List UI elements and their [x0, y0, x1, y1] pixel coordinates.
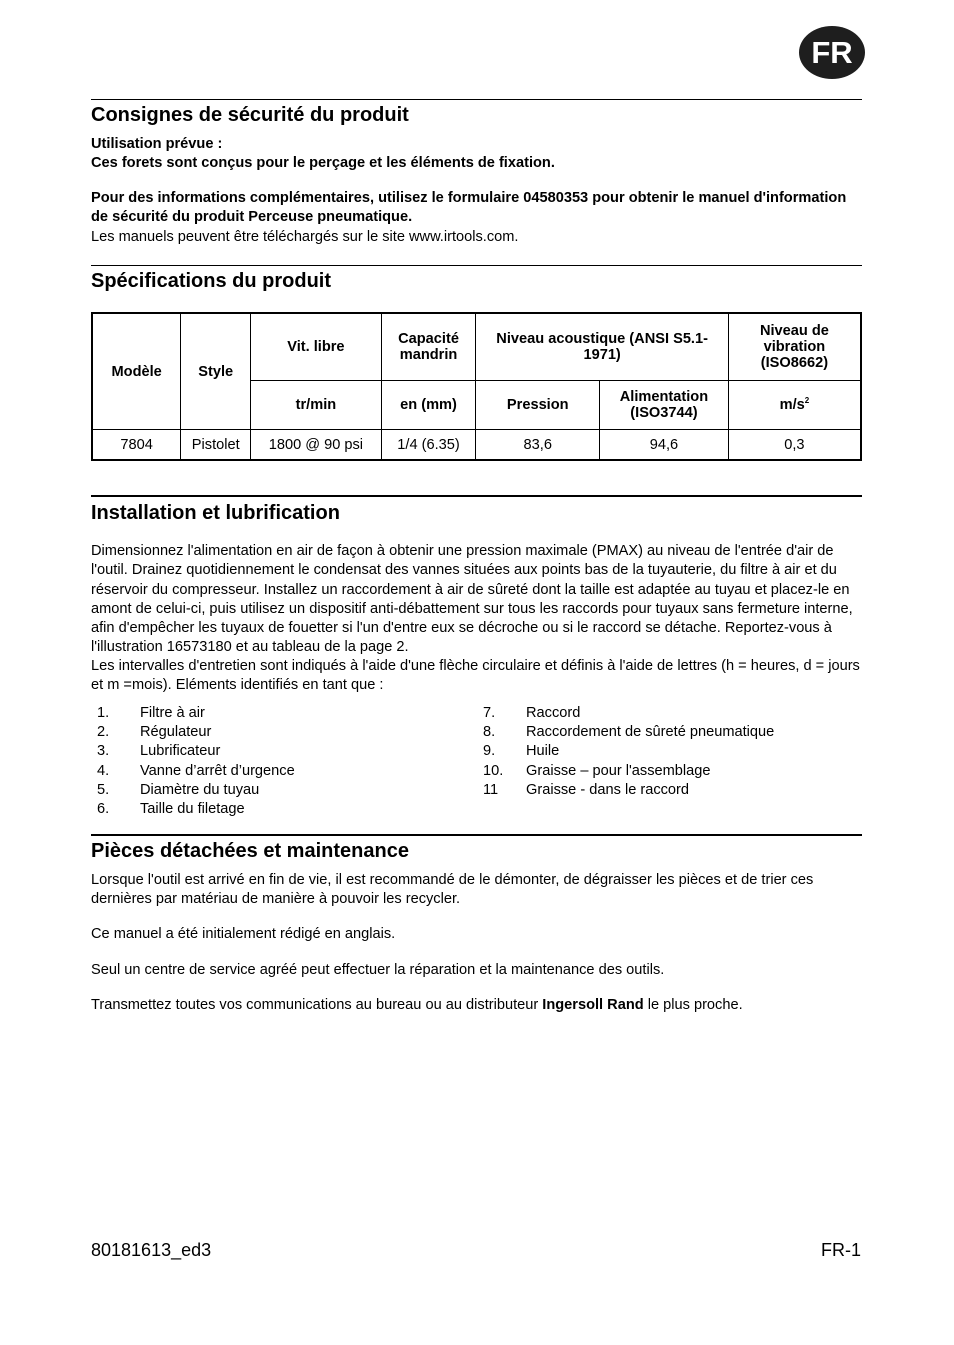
list-item-text: Graisse – pour l'assemblage — [526, 762, 711, 779]
list-item-number: 11 — [483, 781, 499, 798]
unit-vibration — [728, 381, 861, 430]
header-chuck: Capacité mandrin — [381, 313, 476, 381]
list-item-text: Vanne d’arrêt d’urgence — [140, 762, 295, 779]
cell-power: 94,6 — [600, 430, 729, 461]
parts-heading: Pièces détachées et maintenance — [91, 840, 409, 862]
list-item-number: 9. — [483, 743, 496, 760]
document-id: 80181613_ed3 — [91, 1240, 212, 1260]
list-item-number: 2. — [97, 724, 110, 741]
page-number: FR-1 — [821, 1240, 861, 1260]
list-item-number: 8. — [483, 724, 496, 741]
download-text: Les manuels peuvent être téléchargés sur le site www.irtools.com. — [91, 229, 519, 245]
section-rule-install — [91, 495, 862, 497]
header-sound: Niveau acoustique (ANSI S5.1-1971) — [476, 313, 728, 381]
list-item-number: 5. — [97, 781, 110, 798]
intended-use-label: Utilisation prévue : — [91, 136, 223, 152]
list-item-number: 1. — [97, 705, 110, 721]
list-item-text: Raccordement de sûreté pneumatique — [526, 724, 775, 741]
parts-paragraph-2: Ce manuel a été initialement rédigé en anglais. — [91, 926, 396, 942]
unit-free-speed: tr/min — [251, 381, 381, 430]
unit-pressure: Pression — [476, 381, 600, 430]
cell-style: Pistolet — [181, 430, 251, 461]
cell-chuck: 1/4 (6.35) — [381, 430, 476, 461]
list-item-text: Taille du filetage — [140, 800, 245, 817]
list-item-text: Régulateur — [140, 724, 212, 741]
unit-vibration-exponent: 2 — [804, 396, 810, 405]
unit-power: Alimentation (ISO3744) — [600, 381, 729, 430]
more-info-text: Pour des informations complémentaires, utilisez le formulaire 04580353 pour obtenir le manuel d'information de sécurité du produit Perceuse pneumatique. — [91, 190, 847, 226]
list-item-text: Lubrificateur — [140, 743, 221, 760]
cell-pressure: 83,6 — [476, 430, 600, 461]
list-item-text: Filtre à air — [140, 705, 205, 721]
parts-paragraph-3: Seul un centre de service agréé peut effectuer la réparation et la maintenance des outils. — [91, 962, 665, 978]
language-badge: FR — [799, 26, 865, 79]
unit-vibration-base: m/s — [779, 397, 805, 413]
header-vibration: Niveau de vibration (ISO8662) — [728, 313, 861, 381]
list-item-text: Raccord — [526, 705, 581, 721]
header-model: Modèle — [92, 313, 181, 430]
list-item-number: 4. — [97, 762, 110, 779]
parts-paragraph-1: Lorsque l'outil est arrivé en fin de vie, il est recommandé de le démonter, de dégraisser les pièces et de trier ces dernières par matériau de manière à pouvoir les recycler. — [91, 872, 814, 908]
parts-paragraph-4-end: le plus proche. — [643, 997, 743, 1013]
safety-heading: Consignes de sécurité du produit — [91, 104, 409, 126]
list-item-number: 7. — [483, 705, 496, 721]
install-paragraph-1: Dimensionnez l'alimentation en air de façon à obtenir une pression maximale (PMAX) au niveau de l'entrée d'air de l'outil. Drainez quotidiennement le condensat des vannes situées aux points bas de la tuyauterie, du filtre à air et du réservoir du compresseur. Installez un raccordement à air de sûreté dont la taille est adaptée au tuyau et placez-le en amont de celui-ci, puis utilisez un dispositif anti-débattement sur tous les raccords pour tuyaux sans fermeture interne, afin d'empêcher les tuyaux de fouetter si l'un d'entre eux se décroche ou si le raccord se détache. Reportez-vous à l'illustration 16573180 et au tableau de la page 2. — [91, 543, 853, 656]
section-rule-specs — [91, 265, 862, 266]
spec-table — [91, 312, 862, 461]
cell-model: 7804 — [92, 430, 181, 461]
intended-use-text: Ces forets sont conçus pour le perçage et les éléments de fixation. — [91, 155, 555, 171]
header-free-speed: Vit. libre — [251, 313, 381, 381]
cell-vibration: 0,3 — [728, 430, 861, 461]
header-style: Style — [181, 313, 251, 430]
parts-paragraph-4-start: Transmettez toutes vos communications au bureau ou au distributeur — [91, 997, 543, 1013]
parts-paragraph-4 — [91, 996, 863, 1015]
unit-chuck: en (mm) — [381, 381, 476, 430]
list-item-text: Graisse - dans le raccord — [526, 781, 690, 798]
section-rule-safety — [91, 99, 862, 100]
cell-free-speed: 1800 @ 90 psi — [251, 430, 381, 461]
list-item-number: 10. — [483, 762, 504, 779]
list-item-text: Huile — [526, 743, 560, 760]
list-item-text: Diamètre du tuyau — [140, 781, 260, 798]
specs-heading: Spécifications du produit — [91, 270, 332, 292]
install-paragraph-2: Les intervalles d'entretien sont indiqués à l'aide d'une flèche circulaire et définis à l'aide de lettres (h = heures, d = jours et m =mois). Eléments identifiés en tant que : — [91, 658, 860, 694]
brand-name: Ingersoll Rand — [542, 997, 644, 1013]
install-heading: Installation et lubrification — [91, 502, 340, 524]
section-rule-parts — [91, 834, 862, 836]
list-item-number: 3. — [97, 743, 110, 760]
list-item-number: 6. — [97, 800, 110, 817]
